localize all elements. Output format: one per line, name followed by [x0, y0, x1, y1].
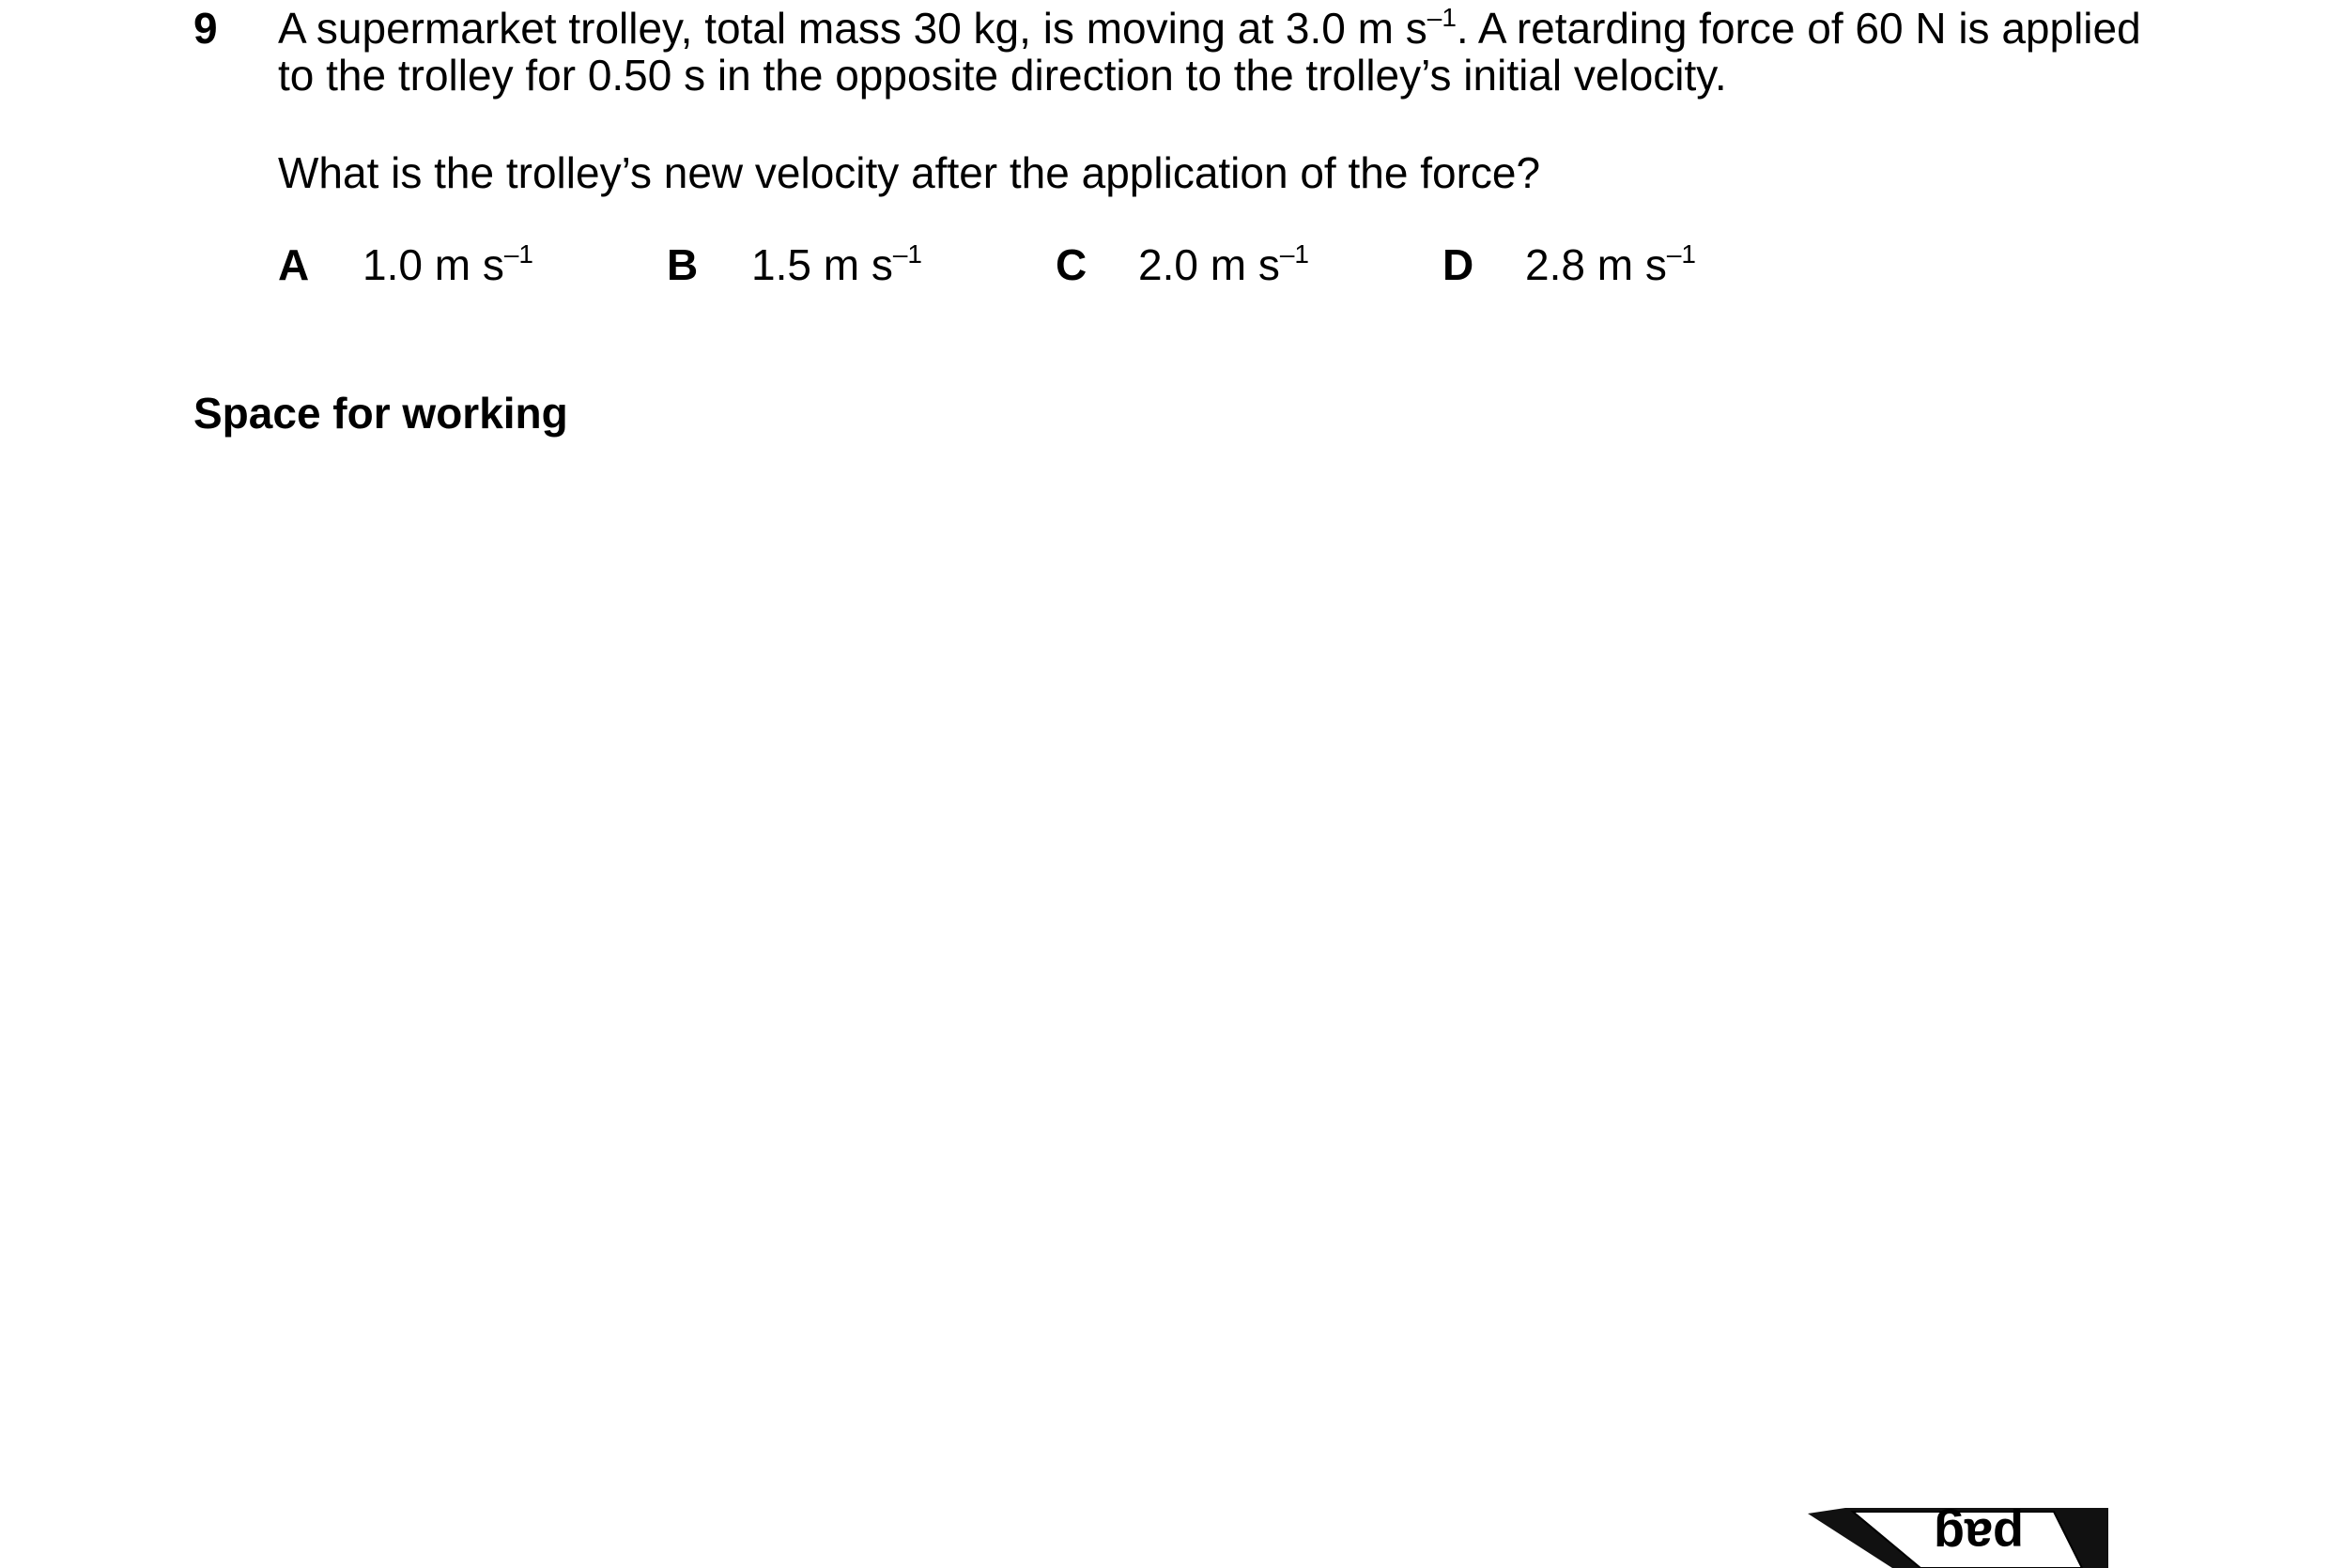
option-d-letter[interactable]: D — [1442, 240, 1474, 289]
unit-exponent: –1 — [503, 239, 533, 269]
option-b-letter[interactable]: B — [667, 240, 699, 289]
option-value-text: 1.0 m s — [362, 240, 504, 289]
question-text-line-2: to the trolley for 0.50 s in the opposite direction to the trolley’s initial velocity. — [278, 51, 1727, 100]
option-value-text: 2.0 m s — [1138, 240, 1280, 289]
unit-exponent: –1 — [1666, 239, 1696, 269]
unit-exponent: –1 — [1427, 3, 1457, 32]
option-c-letter[interactable]: C — [1056, 240, 1087, 289]
option-d-value[interactable] — [1525, 240, 1696, 289]
option-a-letter[interactable]: A — [278, 240, 310, 289]
question-prompt: What is the trolley’s new velocity after the application of the force? — [278, 148, 1541, 197]
question-text-part: A supermarket trolley, total mass 30 kg, is moving at 3.0 m s — [278, 4, 1427, 53]
option-a-value[interactable] — [362, 240, 533, 289]
unit-exponent: –1 — [892, 239, 922, 269]
option-value-text: 2.8 m s — [1525, 240, 1667, 289]
option-value-text: 1.5 m s — [751, 240, 893, 289]
question-text-part: . A retarding force of 60 N is applied — [1456, 4, 2141, 53]
space-for-working-label: Space for working — [193, 389, 568, 438]
option-b-value[interactable] — [751, 240, 922, 289]
stamp-text: pag — [1933, 1508, 2024, 1564]
question-number: 9 — [193, 4, 218, 53]
question-text-line-1 — [278, 4, 2141, 53]
option-c-value[interactable] — [1138, 240, 1309, 289]
unit-exponent: –1 — [1279, 239, 1309, 269]
page-stamp-fragment — [1808, 1508, 2108, 1568]
